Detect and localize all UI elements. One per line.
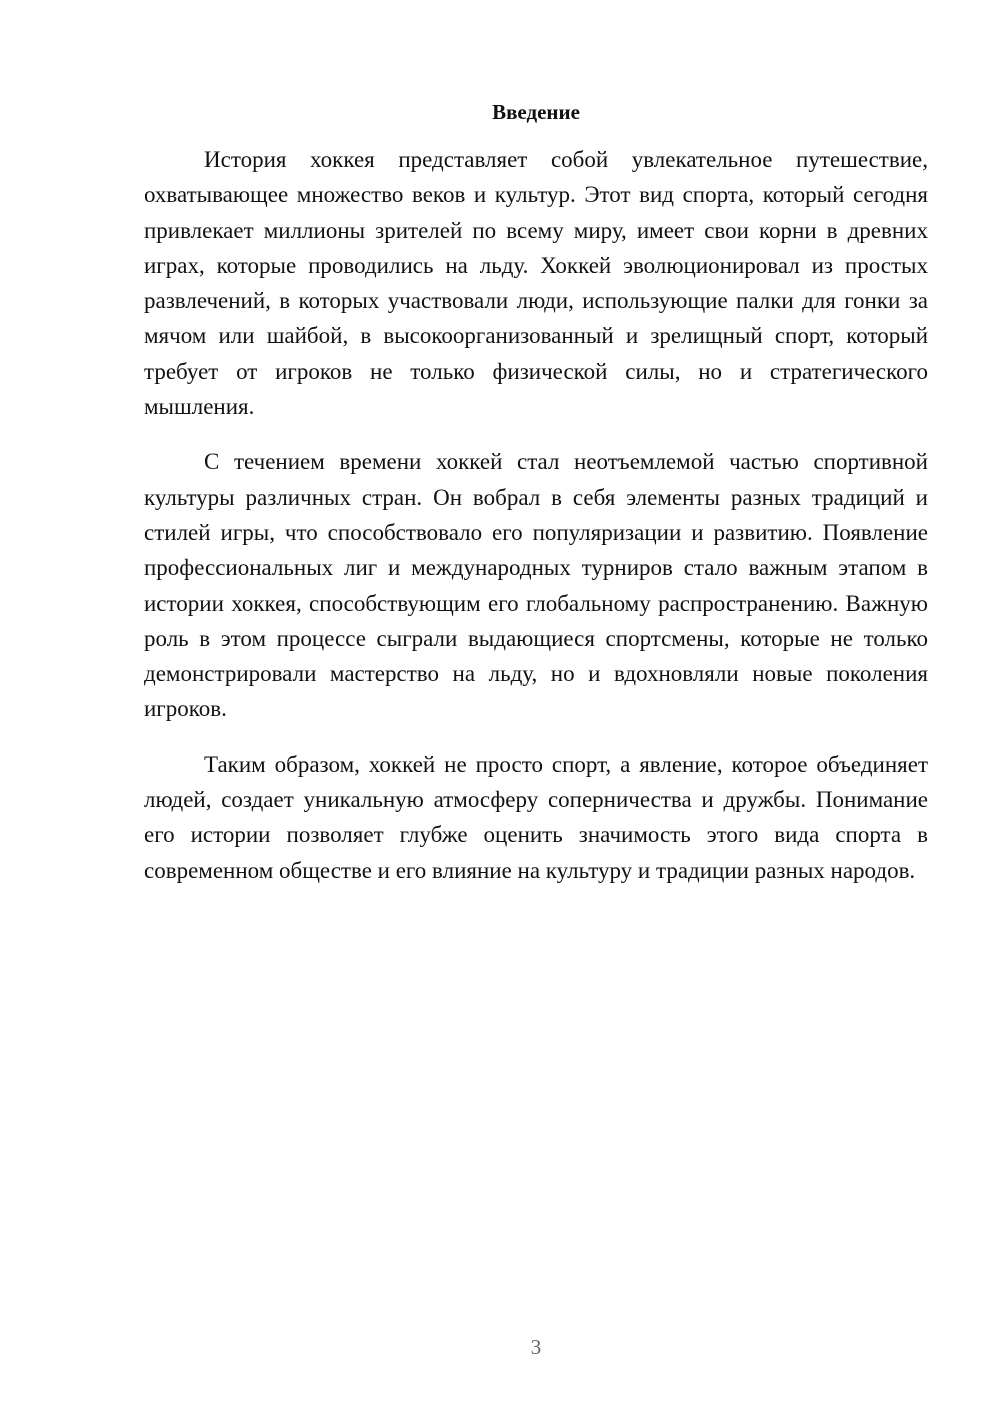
page-number: 3 [530,1335,542,1359]
section-heading: Введение [492,100,580,124]
paragraph-2: С течением времени хоккей стал неотъемлемой частью спортивной культуры различных стран. Он вобрал в себя элементы разных традиций и стилей игры, что способствовало его популяризации и развитию. Появление профессиональных лиг и международных турниров стало важным этапом в истории хоккея, способствующим его глобальному распространению. Важную роль в этом процессе сыграли выдающиеся спортсмены, которые не только демонстрировали мастерство на льду, но и вдохновляли новые поколения игроков. [144,449,928,722]
paragraph-3: Таким образом, хоккей не просто спорт, а явление, которое объединяет людей, создает уникальную атмосферу соперничества и дружбы. Понимание его истории позволяет глубже оценить значимость этого вида спорта в современном обществе и его влияние на культуру и традиции разных народов. [144,751,928,883]
body-text [144,142,928,908]
paragraph-1: История хоккея представляет собой увлекательное путешествие, охватывающее множество веков и культур. Этот вид спорта, который сегодня привлекает миллионы зрителей по всему миру, имеет свои корни в древних играх, которые проводились на льду. Хоккей эволюционировал из простых развлечений, в которых участвовали люди, использующие палки для гонки за мячом или шайбой, в высокоорганизованный и зрелищный спорт, который требует от игроков не только физической силы, но и стратегического мышления. [144,147,928,420]
